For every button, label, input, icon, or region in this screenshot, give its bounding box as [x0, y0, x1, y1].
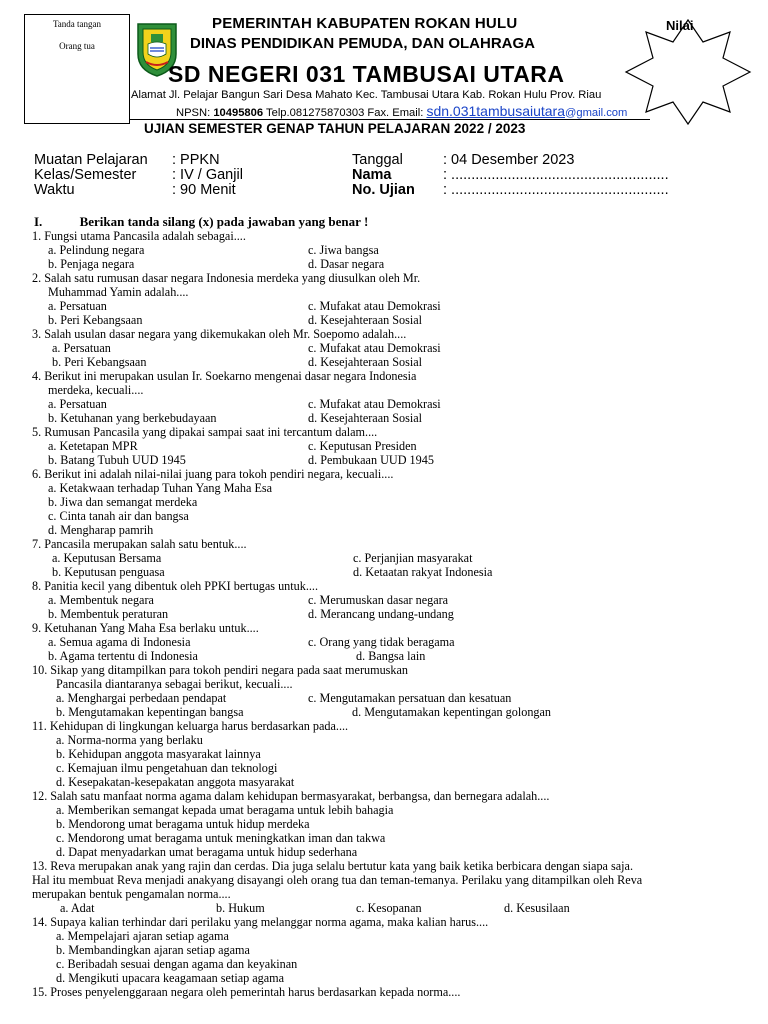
- question-line: 3. Salah usulan dasar negara yang dikemukakan oleh Mr. Soepomo adalah....: [32, 327, 407, 341]
- parent-label: Orang tua: [59, 41, 95, 51]
- school-email: [426, 103, 628, 119]
- question-line: Muhammad Yamin adalah....: [48, 285, 189, 299]
- question-line: c. Beribadah sesuai dengan agama dan keyakinan: [56, 957, 298, 971]
- class-value: : IV / Ganjil: [172, 167, 243, 183]
- question-line: 5. Rumusan Pancasila yang dipakai sampai saat ini tercantum dalam....: [32, 425, 378, 439]
- question-line: d. Merancang undang-undang: [308, 607, 454, 621]
- question-line: c. Keputusan Presiden: [308, 439, 417, 453]
- contact-text: Telp.081275870303 Fax. Email:: [263, 107, 427, 119]
- question-line: c. Jiwa bangsa: [308, 243, 379, 257]
- question-line: c. Merumuskan dasar negara: [308, 593, 449, 607]
- question-line: a. Persatuan: [48, 299, 107, 313]
- question-line: c. Mufakat atau Demokrasi: [308, 299, 441, 313]
- question-line: d. Dapat menyadarkan umat beragama untuk hidup sederhana: [56, 845, 358, 859]
- question-line: a. Mempelajari ajaran setiap agama: [56, 929, 229, 943]
- subject-value: : PPKN: [172, 152, 220, 168]
- question-line: b. Jiwa dan semangat merdeka: [48, 495, 198, 509]
- question-line: 7. Pancasila merupakan salah satu bentuk....: [32, 537, 247, 551]
- question-line: b. Mengutamakan kepentingan bangsa: [56, 705, 244, 719]
- question-line: a. Ketakwaan terhadap Tuhan Yang Maha Esa: [48, 481, 273, 495]
- question-line: 12. Salah satu manfaat norma agama dalam kehidupan bermasyarakat, berbangsa, dan bernegara adalah....: [32, 789, 550, 803]
- email-main: sdn.031tambusaiutara: [426, 103, 566, 119]
- date-label: Tanggal: [352, 152, 403, 168]
- question-line: c. Kesopanan: [356, 901, 422, 915]
- question-line: a. Membentuk negara: [48, 593, 154, 607]
- question-line: d. Ketaatan rakyat Indonesia: [353, 565, 493, 579]
- question-line: a. Pelindung negara: [48, 243, 145, 257]
- question-line: c. Mufakat atau Demokrasi: [308, 341, 441, 355]
- question-line: b. Kehidupan anggota masyarakat lainnya: [56, 747, 261, 761]
- exam-number-label: No. Ujian: [352, 182, 415, 198]
- question-line: a. Persatuan: [48, 397, 107, 411]
- time-label: Waktu: [34, 182, 75, 198]
- school-name: SD NEGERI 031 TAMBUSAI UTARA: [168, 61, 565, 87]
- question-line: a. Persatuan: [52, 341, 111, 355]
- question-line: 8. Panitia kecil yang dibentuk oleh PPKI bertugas untuk....: [32, 579, 319, 593]
- question-line: c. Orang yang tidak beragama: [308, 635, 455, 649]
- question-line: 2. Salah satu rumusan dasar negara Indonesia merdeka yang diusulkan oleh Mr.: [32, 271, 421, 285]
- parent-signature-box: [24, 14, 130, 124]
- question-line: 13. Reva merupakan anak yang rajin dan cerdas. Dia juga selalu bertutur kata yang baik ketika berbicara dengan siapa saja.: [32, 859, 634, 873]
- question-line: c. Mufakat atau Demokrasi: [308, 397, 441, 411]
- question-line: 14. Supaya kalian terhindar dari perilaku yang melanggar norma agama, maka kalian harus....: [32, 915, 489, 929]
- question-line: 10. Sikap yang ditampilkan para tokoh pendiri negara pada saat merumuskan: [32, 663, 409, 677]
- question-line: b. Agama tertentu di Indonesia: [48, 649, 198, 663]
- question-line: b. Peri Kebangsaan: [48, 313, 143, 327]
- question-line: a. Ketetapan MPR: [48, 439, 138, 453]
- question-line: d. Pembukaan UUD 1945: [308, 453, 434, 467]
- question-line: merupakan bentuk pengamalan norma....: [32, 887, 231, 901]
- question-line: 1. Fungsi utama Pancasila adalah sebagai....: [32, 229, 246, 243]
- question-line: d. Mengikuti upacara keagamaan setiap agama: [56, 971, 285, 985]
- class-label: Kelas/Semester: [34, 167, 137, 183]
- question-line: a. Norma-norma yang berlaku: [56, 733, 203, 747]
- signature-label: Tanda tangan: [52, 19, 102, 29]
- question-line: c. Mengutamakan persatuan dan kesatuan: [308, 691, 512, 705]
- score-label: Nilai: [666, 18, 694, 33]
- question-line: merdeka, kecuali....: [48, 383, 144, 397]
- question-line: a. Keputusan Bersama: [52, 551, 162, 565]
- name-label: Nama: [352, 167, 392, 183]
- government-heading: PEMERINTAH KABUPATEN ROKAN HULU: [212, 15, 518, 32]
- question-line: c. Cinta tanah air dan bangsa: [48, 509, 189, 523]
- question-line: d. Mengharap pamrih: [48, 523, 154, 537]
- school-contact: [176, 103, 627, 119]
- question-line: a. Menghargai perbedaan pendapat: [56, 691, 227, 705]
- question-line: d. Bangsa lain: [356, 649, 426, 663]
- question-line: 6. Berikut ini adalah nilai-nilai juang para tokoh pendiri negara, kecuali....: [32, 467, 394, 481]
- question-line: b. Membentuk peraturan: [48, 607, 169, 621]
- question-line: b. Keputusan penguasa: [52, 565, 165, 579]
- question-line: 15. Proses penyelenggaraan negara oleh pemerintah harus berdasarkan kepada norma....: [32, 985, 461, 999]
- question-line: b. Batang Tubuh UUD 1945: [48, 453, 186, 467]
- question-line: d. Kesejahteraan Sosial: [308, 411, 423, 425]
- time-value: : 90 Menit: [172, 182, 236, 198]
- question-line: d. Dasar negara: [308, 257, 385, 271]
- name-field: : ......................................................: [443, 167, 669, 183]
- header-divider: [130, 119, 650, 120]
- question-line: b. Membandingkan ajaran setiap agama: [56, 943, 250, 957]
- question-line: 11. Kehidupan di lingkungan keluarga harus berdasarkan pada....: [32, 719, 349, 733]
- section-number: I.: [34, 214, 43, 229]
- question-line: d. Kesepakatan-kesepakatan anggota masyarakat: [56, 775, 295, 789]
- school-address: Alamat Jl. Pelajar Bangun Sari Desa Mahato Kec. Tambusai Utara Kab. Rokan Hulu Prov. Riau: [131, 89, 602, 101]
- question-line: b. Ketuhanan yang berkebudayaan: [48, 411, 217, 425]
- npsn-value: 10495806: [213, 107, 264, 119]
- question-line: d. Kesusilaan: [504, 901, 570, 915]
- question-line: c. Kemajuan ilmu pengetahuan dan teknologi: [56, 761, 278, 775]
- question-line: 9. Ketuhanan Yang Maha Esa berlaku untuk....: [32, 621, 259, 635]
- section-heading: [34, 214, 368, 230]
- question-line: b. Penjaga negara: [48, 257, 135, 271]
- question-line: a. Adat: [60, 901, 95, 915]
- email-domain: @gmail.com: [565, 107, 628, 119]
- question-line: a. Memberikan semangat kepada umat beragama untuk lebih bahagia: [56, 803, 394, 817]
- question-line: c. Perjanjian masyarakat: [353, 551, 473, 565]
- npsn-label: NPSN:: [176, 107, 214, 119]
- date-value: : 04 Desember 2023: [443, 152, 575, 168]
- question-line: b. Peri Kebangsaan: [52, 355, 147, 369]
- exam-title: UJIAN SEMESTER GENAP TAHUN PELAJARAN 2022 / 2023: [144, 121, 526, 136]
- question-line: b. Mendorong umat beragama untuk hidup merdeka: [56, 817, 310, 831]
- question-line: a. Semua agama di Indonesia: [48, 635, 191, 649]
- question-line: d. Kesejahteraan Sosial: [308, 313, 423, 327]
- question-line: d. Mengutamakan kepentingan golongan: [352, 705, 552, 719]
- question-line: Pancasila diantaranya sebagai berikut, kecuali....: [56, 677, 293, 691]
- question-line: Hal itu membuat Reva menjadi anakyang disayangi oleh orang tua dan teman-temanya. Perilaku yang ditampilkan oleh Reva: [32, 873, 643, 887]
- question-line: b. Hukum: [216, 901, 265, 915]
- department-heading: DINAS PENDIDIKAN PEMUDA, DAN OLAHRAGA: [190, 35, 536, 52]
- subject-label: Muatan Pelajaran: [34, 152, 148, 168]
- question-line: 4. Berikut ini merupakan usulan Ir. Soekarno mengenai dasar negara Indonesia: [32, 369, 417, 383]
- question-line: c. Mendorong umat beragama untuk meningkatkan iman dan takwa: [56, 831, 386, 845]
- exam-number-field: : ......................................................: [443, 182, 669, 198]
- section-instruction: Berikan tanda silang (x) pada jawaban yang benar !: [79, 214, 369, 229]
- question-line: d. Kesejahteraan Sosial: [308, 355, 423, 369]
